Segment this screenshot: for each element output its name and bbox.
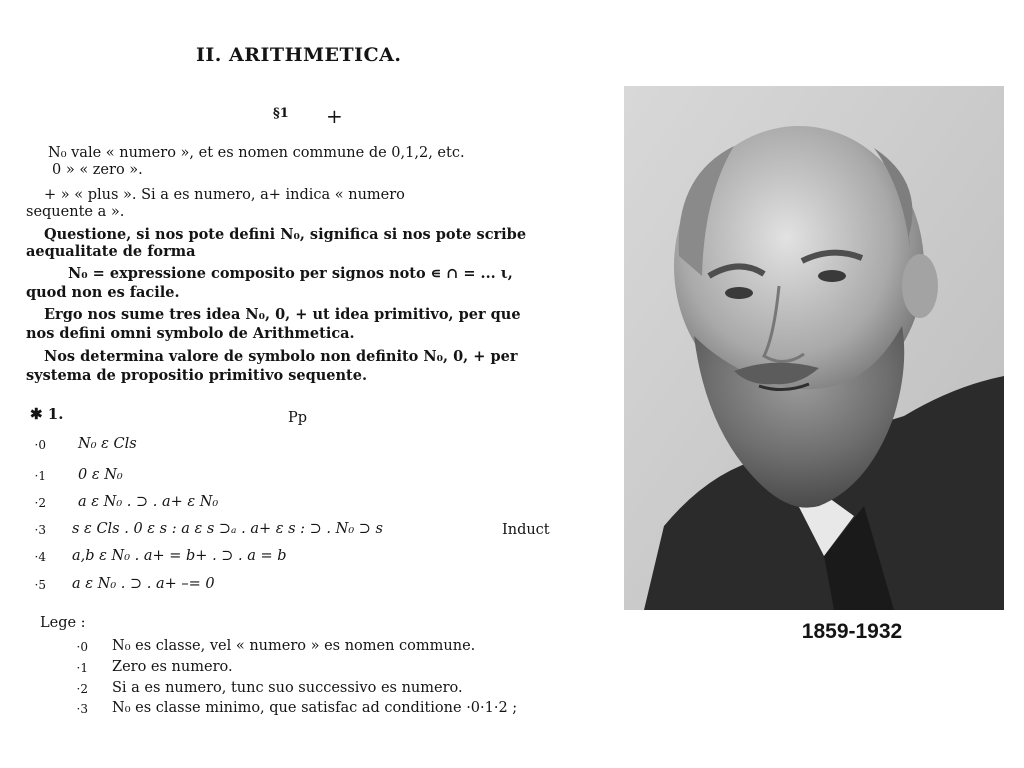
portrait-photo [624, 86, 1004, 610]
intro-line: sequente a ». [26, 204, 125, 220]
lege-number: ·3 [76, 702, 88, 716]
axiom-number: ·5 [34, 578, 46, 592]
lege-label: Lege : [40, 615, 86, 631]
intro-line: Nos determina valore de symbolo non definito N₀, 0, + per [44, 348, 518, 365]
induct-label: Induct [502, 522, 550, 538]
pp-label: Pp [288, 410, 308, 426]
intro-line: nos defini omni symbolo de Arithmetica. [26, 325, 355, 342]
lege-number: ·1 [76, 661, 88, 675]
axiom-number: ·4 [34, 550, 46, 564]
axiom-text: N₀ ε Cls [78, 436, 137, 452]
axiom-text: a ε N₀ . ⊃ . a+ –= 0 [72, 576, 215, 592]
lege-text: Si a es numero, tunc suo successivo es numero. [112, 680, 463, 696]
portrait-image [624, 86, 1004, 610]
section2-label: ✱ 1. [30, 405, 64, 423]
lege-text: N₀ es classe, vel « numero » es nomen commune. [112, 638, 476, 654]
portrait-caption: 1859-1932 [801, 620, 903, 643]
intro-line: aequalitate de forma [26, 243, 196, 260]
axiom-text: s ε Cls . 0 ε s : a ε s ⊃ₐ . a+ ε s : ⊃ . N₀ ⊃ s [72, 521, 383, 537]
axiom-text: a,b ε N₀ . a+ = b+ . ⊃ . a = b [72, 548, 287, 564]
intro-line: Questione, si nos pote defini N₀, significa si nos pote scribe [44, 226, 527, 243]
lege-number: ·2 [76, 682, 88, 696]
page-title: II. ARITHMETICA. [196, 44, 402, 66]
section-symbol: + [326, 104, 343, 128]
intro-line: Ergo nos sume tres idea N₀, 0, + ut idea primitivo, per que [44, 306, 521, 323]
axiom-number: ·2 [34, 496, 46, 510]
axiom-number: ·1 [34, 469, 46, 483]
axiom-text: 0 ε N₀ [78, 467, 123, 483]
axiom-number: ·0 [34, 438, 46, 452]
lege-text: N₀ es classe minimo, que satisfac ad conditione ·0·1·2 ; [112, 700, 518, 716]
axiom-text: a ε N₀ . ⊃ . a+ ε N₀ [78, 494, 219, 510]
lege-text: Zero es numero. [112, 659, 233, 675]
lege-number: ·0 [76, 640, 88, 654]
section-label: §1 [273, 106, 289, 121]
intro-line: systema de propositio primitivo sequente. [26, 367, 368, 384]
intro-line: + » « plus ». Si a es numero, a+ indica « numero [44, 187, 405, 203]
intro-line: N₀ vale « numero », et es nomen commune de 0,1,2, etc. [48, 145, 465, 161]
axiom-number: ·3 [34, 523, 46, 537]
intro-line: quod non es facile. [26, 284, 180, 301]
intro-line: N₀ = expressione composito per signos noto ∊ ∩ = ... ι, [68, 265, 513, 282]
intro-line: 0 » « zero ». [52, 162, 143, 178]
